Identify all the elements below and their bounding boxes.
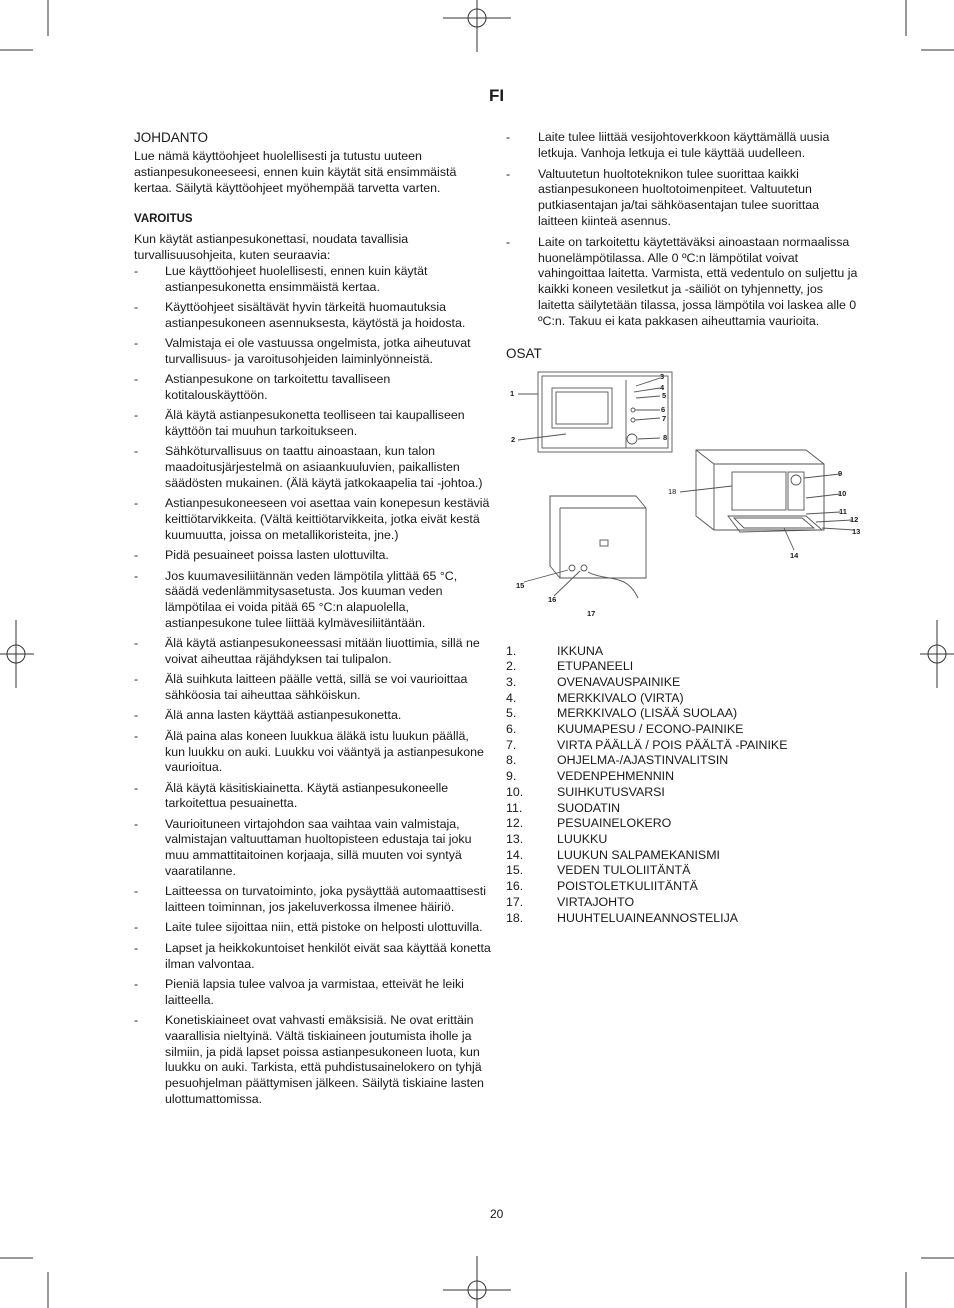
left-column (134, 130, 492, 1112)
warning-item: - Älä paina alas koneen luukkua äläkä istu luukun päällä, kun luukku on auki. Luukku voi vääntyä ja astianpesukone vaurioitua. (134, 729, 492, 776)
list-item: 9. VEDENPEHMENNIN (506, 769, 675, 784)
list-item: 15. VEDEN TULOLIITÄNTÄ (506, 863, 691, 878)
list-item: 16. POISTOLETKULIITÄNTÄ (506, 879, 698, 894)
warning-list (134, 264, 492, 1108)
warning-heading: VAROITUS (134, 213, 193, 226)
safety-item: - Laite on tarkoitettu käytettäväksi ainoastaan normaalissa huonelämpötilassa. Alle 0 ºC:n lämpötilat voivat vahingoittaa laitetta. Varmista, että vedentulo on suljettu ja kaikki koneen vesiletkut ja -säiliöt on tyhjennetty, jos laitetta säilytetään tilassa, jossa lämpötila voi laskea alle 0 ºC:n. Takuu ei kata pakkasen aiheuttamia vaurioita. (506, 235, 860, 330)
page-number: 20 (490, 1207, 504, 1221)
warning-item: - Pidä pesuaineet poissa lasten ulottuvilta. (134, 548, 492, 564)
list-item: 6. KUUMAPESU / ECONO-PAINIKE (506, 722, 744, 737)
list-item: 14. LUUKUN SALPAMEKANISMI (506, 847, 720, 862)
callout-2: 2 (511, 434, 516, 444)
language-code: FI (489, 86, 505, 105)
warning-item: - Konetiskiaineet ovat vahvasti emäksisiä. Ne ovat erittäin vaarallisia nieltyinä. Vältä tiskiaineen joutumista iholle ja silmiin, ja pidä lapset poissa astianpesukoneen luota, kun luukku on auki. Tarkista, että puhdistusainelokero on tyhjä pesuohjelman päättymisen jälkeen. Säilytä tiskiaine lasten ulottumattomissa. (134, 1013, 492, 1108)
list-item: 18. HUUHTELUAINEANNOSTELIJA (506, 910, 739, 925)
warning-item: - Lue käyttöohjeet huolellisesti, ennen kuin käytät astianpesukonetta ensimmäistä kertaa. (134, 264, 492, 296)
dishwasher-illustration (506, 368, 866, 630)
safety-item: - Laite tulee liittää vesijohtoverkkoon käyttämällä uusia letkuja. Vanhoja letkuja ei tule käyttää uudelleen. (506, 130, 860, 162)
callout-8: 8 (663, 432, 668, 442)
warning-item: - Astianpesukoneeseen voi asettaa vain konepesun kestäviä keittiötarvikkeita. (Vältä keittiötarvikkeita, jotka eivät kestä kuumuutta, joissa on metallikoristeita, jne.) (134, 496, 492, 543)
list-item: 1. IKKUNA (506, 643, 604, 658)
right-column (506, 130, 860, 926)
list-item: 5. MERKKIVALO (LISÄÄ SUOLAA) (506, 706, 738, 721)
list-item: 8. OHJELMA-/AJASTINVALITSIN (506, 753, 729, 768)
parts-heading: OSAT (506, 345, 542, 361)
callout-7: 7 (662, 413, 667, 423)
warning-item: - Lapset ja heikkokuntoiset henkilöt eivät saa käyttää konetta ilman valvontaa. (134, 941, 492, 973)
callout-4: 4 (660, 382, 665, 392)
callout-17: 17 (587, 608, 596, 618)
warning-lead: Kun käytät astianpesukonettasi, noudata tavallisia turvallisuusohjeita, kuten seuraavia: (134, 232, 409, 263)
list-item: 13. LUUKKU (506, 832, 608, 846)
list-item: 7. VIRTA PÄÄLLÄ / POIS PÄÄLTÄ -PAINIKE (506, 737, 788, 752)
warning-item: - Valmistaja ei ole vastuussa ongelmista, jotka aiheutuvat turvallisuus- ja varoitusohjeiden laiminlyönneistä. (134, 336, 492, 368)
intro-text: Lue nämä käyttöohjeet huolellisesti ja tutustu uuteen astianpesukoneeseesi, ennen kuin käytät sitä ensimmäistä kertaa. Säilytä käyttöohjeet myöhempää tarvetta varten. (134, 149, 457, 195)
list-item: 3. OVENAVAUSPAINIKE (506, 674, 681, 689)
callout-1: 1 (510, 388, 515, 398)
warning-item: - Laitteessa on turvatoiminto, joka pysäyttää automaattisesti laitteen toiminnan, jos jakeluverkossa ilmenee häiriö. (134, 884, 492, 916)
callout-10: 10 (838, 488, 847, 498)
warning-item: - Jos kuumavesiliitännän veden lämpötila ylittää 65 °C, säädä vedenlämmitysasetusta. Jos kuuman veden lämpötilaa ei voida pitää 65 °C:n alapuolella, astianpesukone tulee liittää kylmävesiliitäntään. (134, 569, 492, 632)
warning-item: - Älä käytä käsitiskiainetta. Käytä astianpesukoneelle tarkoitettua pesuainetta. (134, 781, 492, 813)
intro-heading: JOHDANTO (134, 130, 209, 145)
callout-14: 14 (790, 550, 799, 560)
safety-item: - Valtuutetun huoltoteknikon tulee suorittaa kaikki astianpesukoneen huoltotoimenpiteet. Valtuutetun putkiasentajan ja/tai sähköasentajan tulee suorittaa laitteen kiinteä asennus. (506, 167, 860, 230)
warning-item: - Laite tulee sijoittaa niin, että pistoke on helposti ulottuvilla. (134, 920, 492, 936)
list-item: 17. VIRTAJOHTO (506, 894, 635, 909)
warning-item: - Vaurioituneen virtajohdon saa vaihtaa vain valmistaja, valmistajan valtuuttaman huoltopisteen edustaja tai joku muu ammattitaitoinen korjaaja, sillä muuten voi syntyä vaaratilanne. (134, 817, 492, 880)
warning-item: - Älä käytä astianpesukoneessasi mitään liuottimia, sillä ne voivat aiheuttaa räjähdyksen tai tulipalon. (134, 636, 492, 668)
parts-list (506, 644, 860, 927)
list-item: 11. SUODATIN (506, 800, 621, 815)
callout-11: 11 (839, 506, 847, 516)
warning-item: - Astianpesukone on tarkoitettu tavalliseen kotitalouskäyttöön. (134, 372, 492, 404)
warning-item: - Sähköturvallisuus on taattu ainoastaan, kun talon maadoitusjärjestelmä on asiaankuuluvien, paikallisten säädösten mukainen. (Älä käytä jatkokaapelia tai -johtoa.) (134, 444, 492, 491)
warning-item: - Älä käytä astianpesukonetta teolliseen tai kaupalliseen käyttöön tai muuhun tarkoitukseen. (134, 408, 492, 440)
list-item: 10. SUIHKUTUSVARSI (506, 784, 665, 799)
callout-15: 15 (516, 580, 525, 590)
callout-6: 6 (661, 404, 666, 414)
warning-item: - Käyttöohjeet sisältävät hyvin tärkeitä huomautuksia astianpesukoneen asennuksesta, käytöstä ja hoidosta. (134, 300, 492, 332)
callout-5: 5 (662, 390, 667, 400)
callout-18: 18 (668, 486, 677, 496)
warning-item: - Älä suihkuta laitteen päälle vettä, sillä se voi vaurioittaa sähköosia tai aiheuttaa sähköiskun. (134, 672, 492, 704)
callout-16: 16 (548, 594, 557, 604)
callout-13: 13 (852, 526, 861, 536)
callout-3: 3 (660, 371, 665, 381)
safety-list-continued (506, 130, 860, 330)
warning-item: - Älä anna lasten käyttää astianpesukonetta. (134, 708, 492, 724)
dishwasher-diagram (506, 368, 866, 630)
list-item: 4. MERKKIVALO (VIRTA) (506, 690, 684, 705)
warning-item: - Pieniä lapsia tulee valvoa ja varmistaa, etteivät he leiki laitteella. (134, 977, 492, 1009)
list-item: 2. ETUPANEELI (506, 659, 634, 674)
callout-12: 12 (850, 514, 859, 524)
callout-9: 9 (838, 468, 843, 478)
list-item: 12. PESUAINELOKERO (506, 816, 672, 831)
